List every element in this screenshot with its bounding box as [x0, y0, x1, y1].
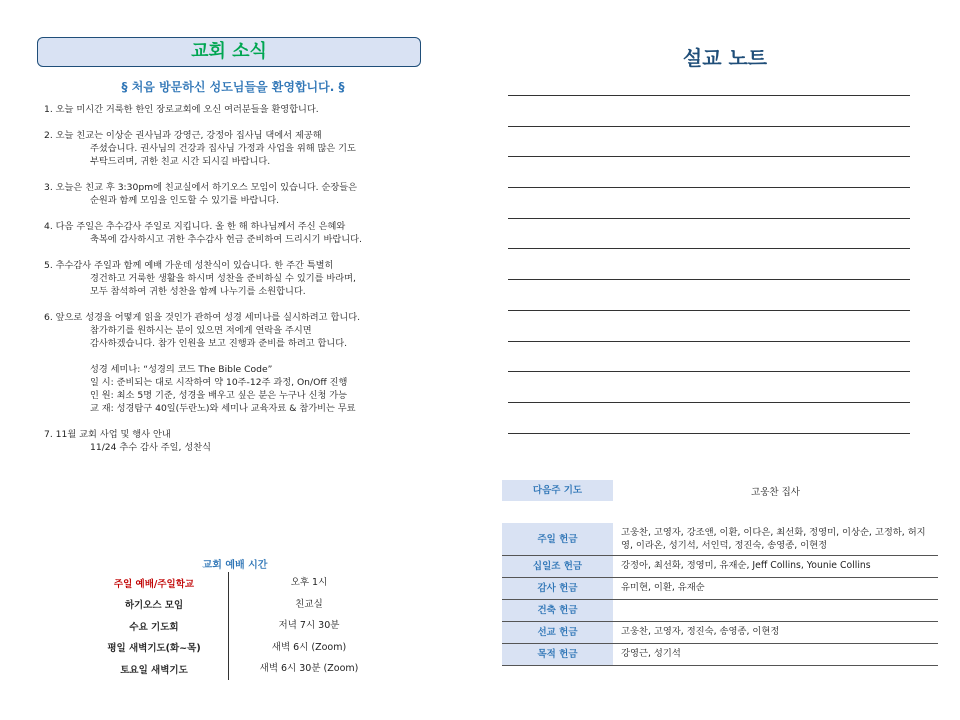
offering-row — [502, 600, 938, 622]
worship-row — [80, 658, 390, 680]
worship-time: 새벽 6시 30분 (Zoom) — [228, 658, 389, 680]
news-item — [44, 181, 444, 207]
news-item-cont: 감사하겠습니다. 참가 인원을 보고 진행과 준비를 하려고 합니다. — [90, 338, 348, 349]
news-item-text: 2. 오늘 친교는 이상순 권사님과 강영근, 강정아 집사님 댁에서 제공해 — [44, 130, 322, 141]
news-item-cont: 순원과 함께 모임을 인도할 수 있기를 바랍니다. — [90, 195, 280, 206]
note-line — [508, 433, 910, 464]
news-item-text: 3. 오늘은 친교 후 3:30pm에 친교실에서 하기오스 모임이 있습니다. 순장들은 — [44, 182, 358, 193]
news-item — [44, 259, 444, 298]
prayer-row — [502, 480, 938, 501]
note-line — [508, 279, 910, 310]
offering-names: 강영근, 성기석 — [621, 648, 681, 659]
note-line — [508, 156, 910, 187]
welcome-banner: § 처음 방문하신 성도님들을 환영합니다. § — [121, 80, 345, 94]
prayer-label: 다음주 기도 — [502, 480, 613, 501]
note-line — [508, 371, 910, 402]
offering-row — [502, 578, 938, 600]
news-item-text: 5. 추수감사 주일과 함께 예배 가운데 성찬식이 있습니다. 한 주간 특별히 — [44, 260, 334, 271]
right-page — [480, 0, 960, 720]
worship-time: 저녁 7시 30분 — [228, 615, 389, 637]
offering-label: 십일조 헌금 — [502, 556, 613, 577]
news-item-text: 6. 앞으로 성경을 어떻게 읽을 것인가 관하여 성경 세미나를 실시하려고 합니다. — [44, 312, 361, 323]
news-list — [44, 103, 444, 467]
worship-row — [80, 637, 390, 659]
offering-label: 목적 헌금 — [502, 644, 613, 665]
offering-names — [613, 600, 938, 621]
news-item-cont: 참가하기를 원하시는 분이 있으면 저에게 연락을 주시면 — [90, 325, 312, 336]
offering-names: 유미현, 이환, 유재순 — [621, 582, 705, 593]
news-item — [44, 311, 444, 415]
news-item — [44, 103, 444, 116]
worship-time: 새벽 6시 (Zoom) — [228, 637, 389, 659]
worship-name: 하기오스 모임 — [124, 600, 184, 612]
note-line — [508, 402, 910, 433]
news-item-cont: 경건하고 거룩한 생활을 하시며 성찬을 준비하실 수 있기를 바라며, — [90, 273, 356, 284]
prayer-value: 고웅찬 집사 — [751, 486, 800, 498]
worship-title: 교회 예배 시간 — [202, 560, 268, 571]
offering-row — [502, 622, 938, 644]
offering-table — [502, 523, 938, 666]
offering-names: 고웅찬, 고영자, 강조앤, 이환, 이다은, 최선화, 정영미, 이상순, 고정하, 허지영, 이라온, 성기석, 서인덕, 정진숙, 송영종, 이현정 — [621, 527, 926, 551]
sermon-note-lines — [508, 95, 910, 463]
worship-name: 평일 새벽기도(화~목) — [107, 643, 201, 655]
note-line — [508, 341, 910, 372]
worship-table — [80, 572, 390, 680]
worship-row — [80, 594, 390, 616]
note-line — [508, 126, 910, 157]
seminar-line: 인 원: 최소 5명 기준, 성경을 배우고 싶은 분은 누구나 신청 가능 — [90, 390, 347, 401]
sermon-title: 설교 노트 — [682, 46, 768, 70]
worship-name: 수요 기도회 — [129, 621, 179, 633]
seminar-info — [44, 363, 444, 415]
news-item — [44, 220, 444, 246]
news-item-cont: 부탁드리며, 귀한 친교 시간 되시길 바랍니다. — [90, 156, 271, 167]
offering-label: 선교 헌금 — [502, 622, 613, 643]
news-item-cont: 주셨습니다. 권사님의 건강과 집사님 가정과 사업을 위해 많은 기도 — [90, 143, 356, 154]
note-line — [508, 310, 910, 341]
news-item — [44, 428, 444, 454]
offering-label: 주일 헌금 — [502, 523, 613, 555]
worship-row — [80, 615, 390, 637]
worship-time: 친교실 — [228, 594, 389, 616]
offering-names: 강정아, 최선화, 정영미, 유재순, Jeff Collins, Younie Collins — [621, 560, 871, 571]
worship-time: 오후 1시 — [228, 572, 389, 594]
worship-row — [80, 572, 390, 594]
news-item-cont: 모두 참석하여 귀한 성찬을 함께 나누기를 소원합니다. — [90, 286, 306, 297]
offering-label: 감사 헌금 — [502, 578, 613, 599]
offering-row — [502, 523, 938, 556]
news-title: 교회 소식 — [37, 37, 421, 67]
news-item-text: 7. 11월 교회 사업 및 행사 안내 — [44, 429, 171, 440]
offering-names: 고웅찬, 고영자, 정진숙, 송영종, 이현정 — [621, 626, 780, 637]
offering-label: 건축 헌금 — [502, 600, 613, 621]
news-item-text: 4. 다음 주일은 추수감사 주일로 지킵니다. 올 한 해 하나님께서 주신 은혜와 — [44, 221, 346, 232]
news-item-cont: 11/24 추수 감사 주일, 성찬식 — [90, 442, 211, 453]
note-line — [508, 95, 910, 126]
worship-name: 토요일 새벽기도 — [120, 664, 188, 676]
seminar-line: 교 재: 성경탐구 40일(두란노)와 세미나 교육자료 & 참가비는 무료 — [90, 403, 356, 414]
news-item — [44, 129, 444, 168]
note-line — [508, 187, 910, 218]
offering-row — [502, 644, 938, 666]
worship-name: 주일 예배/주일학교 — [113, 578, 195, 590]
news-item-text: 1. 오늘 미시간 거룩한 한인 장로교회에 오신 여러분들을 환영합니다. — [44, 104, 319, 115]
note-line — [508, 218, 910, 249]
seminar-line: 일 시: 준비되는 대로 시작하여 약 10주-12주 과정, On/Off 진행 — [90, 377, 348, 388]
note-line — [508, 248, 910, 279]
seminar-line: 성경 세미나: “성경의 코드 The Bible Code” — [90, 364, 273, 375]
offering-row — [502, 556, 938, 578]
news-item-cont: 축복에 감사하시고 귀한 추수감사 헌금 준비하여 드리시기 바랍니다. — [90, 234, 362, 245]
